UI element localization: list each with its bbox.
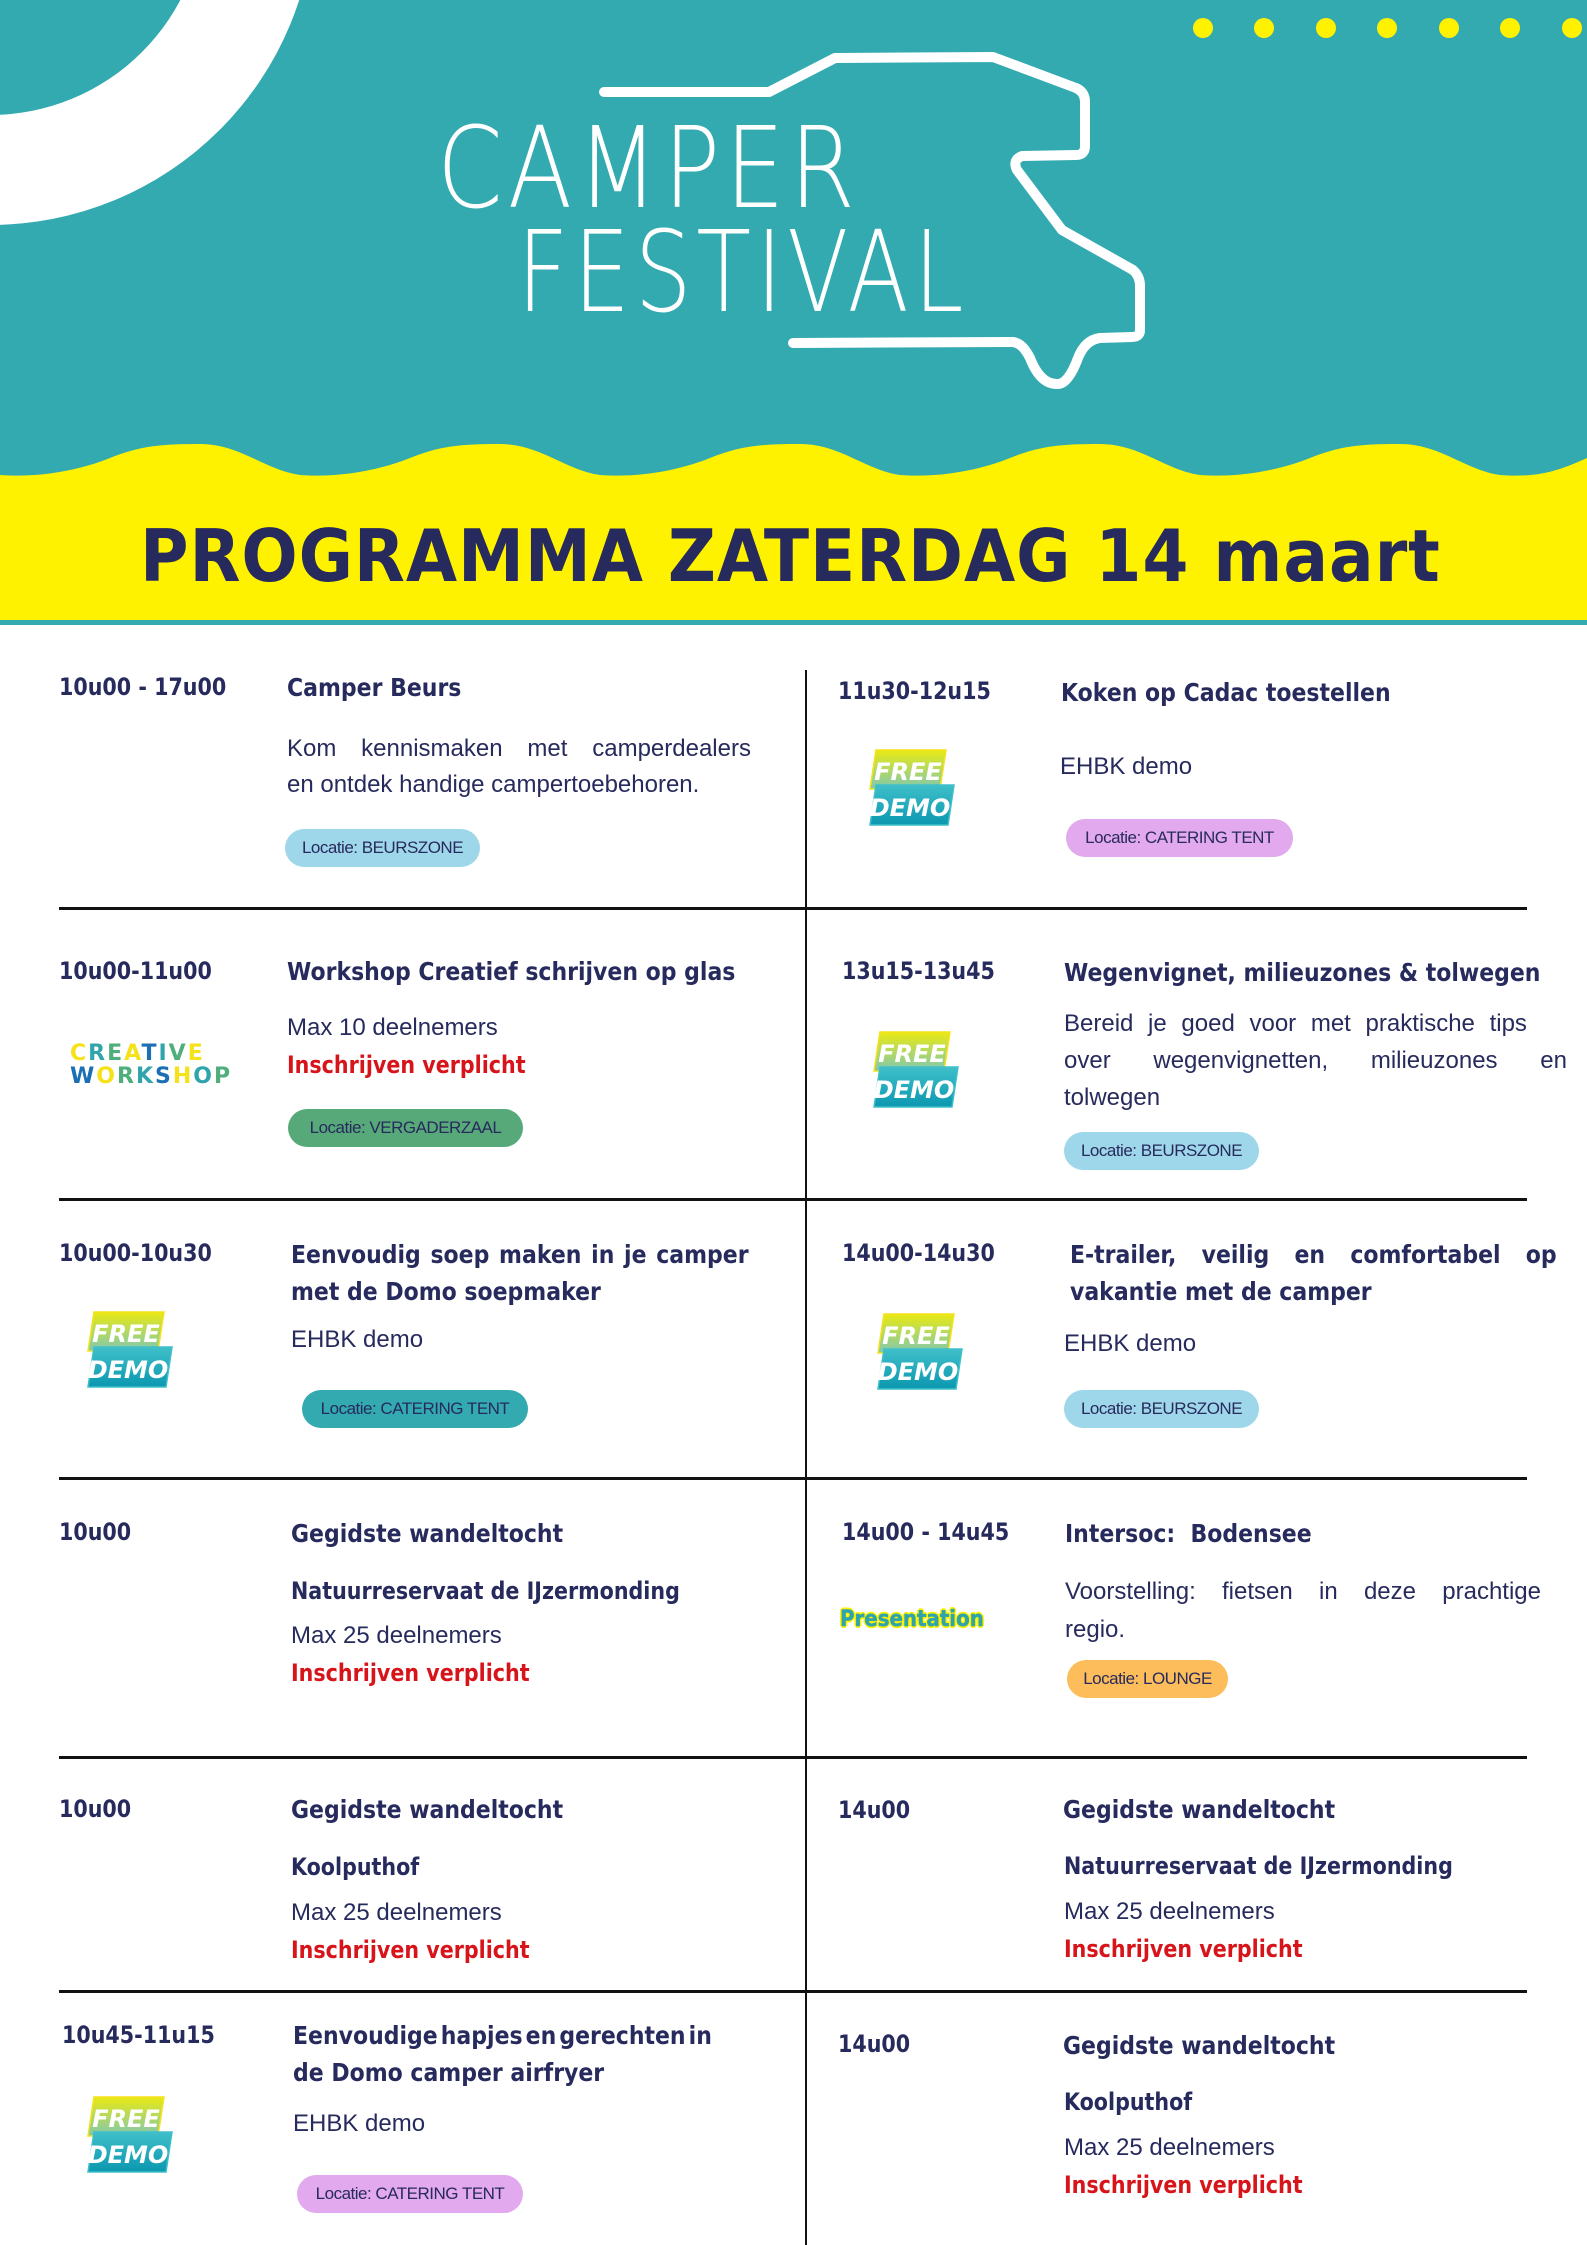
event-time: 11u30-12u15 — [838, 677, 991, 705]
location-pill: Locatie: VERGADERZAAL — [288, 1109, 523, 1147]
svg-text:DEMO: DEMO — [87, 2141, 169, 2169]
event-description-line: over wegenvignetten, milieuzones en — [1064, 1047, 1567, 1074]
event-time: 13u15-13u45 — [842, 957, 995, 985]
event-time: 10u45-11u15 — [62, 2021, 215, 2049]
svg-text:FREE: FREE — [92, 1320, 160, 1348]
event-capacity: Max 25 deelnemers — [1064, 1898, 1275, 1925]
event-title-line — [293, 2023, 712, 2048]
location-pill: Locatie: CATERING TENT — [297, 2175, 523, 2213]
event-time: 14u00-14u30 — [842, 1239, 995, 1267]
event-subtitle: Natuurreservaat de IJzermonding — [291, 1577, 680, 1605]
registration-required: Inschrijven verplicht — [291, 1659, 530, 1687]
word: kennismaken — [361, 735, 503, 762]
event-title: Koken op Cadac toestellen — [1061, 678, 1391, 707]
row-divider — [806, 907, 1527, 910]
svg-text:FREE: FREE — [874, 758, 942, 786]
event-capacity: Max 25 deelnemers — [291, 1622, 502, 1649]
event-title: Gegidste wandeltocht — [291, 1795, 564, 1824]
row-divider — [59, 1477, 806, 1480]
logo-text-camper: CAMPER — [437, 104, 861, 234]
event-description-line — [1065, 1580, 1541, 1604]
event-capacity: Max 25 deelnemers — [291, 1899, 502, 1926]
word: soep — [430, 1240, 490, 1269]
event-title-line: vakantie met de camper — [1070, 1277, 1372, 1306]
event-description-line — [287, 737, 751, 761]
event-description-line: tolwegen — [1064, 1084, 1161, 1111]
free-demo-badge-icon — [872, 1313, 964, 1391]
row-divider — [59, 1990, 806, 1993]
row-divider — [806, 1990, 1527, 1993]
word: in — [591, 1240, 615, 1269]
word: in — [688, 2021, 712, 2050]
registration-required: Inschrijven verplicht — [291, 1936, 530, 1964]
event-description: EHBK demo — [1060, 753, 1193, 780]
free-demo-badge-icon — [864, 749, 956, 827]
event-title: Wegenvignet, milieuzones & tolwegen — [1064, 958, 1541, 987]
svg-text:DEMO: DEMO — [869, 794, 951, 822]
location-pill: Locatie: BEURSZONE — [1064, 1390, 1259, 1428]
event-description-line: en ontdek handige campertoebehoren. — [287, 771, 700, 798]
location-pill: Locatie: LOUNGE — [1067, 1660, 1228, 1698]
svg-text:DEMO: DEMO — [873, 1076, 955, 1104]
row-divider — [59, 1756, 806, 1759]
word: je — [624, 1240, 647, 1269]
word: goed — [1181, 1010, 1235, 1037]
event-time: 14u00 - 14u45 — [842, 1518, 1010, 1546]
row-divider — [806, 1756, 1527, 1759]
event-title: Gegidste wandeltocht — [291, 1519, 564, 1548]
word: Eenvoudig — [291, 1240, 421, 1269]
page-title: PROGRAMMA ZATERDAG 14 maart — [140, 514, 1441, 598]
word: Voorstelling: — [1065, 1578, 1196, 1605]
location-pill: Locatie: BEURSZONE — [1064, 1132, 1259, 1170]
word: praktische — [1365, 1010, 1475, 1037]
word: voor — [1249, 1010, 1297, 1037]
svg-text:DEMO: DEMO — [877, 1358, 959, 1386]
event-title-line: E-trailer, veilig en comfortabel op — [1070, 1240, 1557, 1269]
registration-required: Inschrijven verplicht — [1064, 2171, 1303, 2199]
word: met — [527, 735, 568, 762]
row-divider — [806, 1198, 1527, 1201]
event-title: Workshop Creatief schrijven op glas — [287, 957, 736, 986]
word: camperdealers — [592, 735, 751, 762]
location-pill: Locatie: CATERING TENT — [1066, 819, 1293, 857]
presentation-badge-icon: Presentation — [840, 1607, 984, 1632]
event-subtitle: Natuurreservaat de IJzermonding — [1064, 1852, 1453, 1880]
event-description-line — [1064, 1012, 1527, 1036]
registration-required: Inschrijven verplicht — [1064, 1935, 1303, 1963]
event-time: 10u00-11u00 — [59, 957, 212, 985]
location-pill: Locatie: BEURSZONE — [285, 829, 480, 867]
event-description: EHBK demo — [1064, 1330, 1197, 1357]
word: Kom — [287, 735, 337, 762]
free-demo-badge-icon — [82, 2096, 174, 2174]
location-pill: Locatie: CATERING TENT — [302, 1390, 528, 1428]
event-time: 10u00 — [59, 1795, 132, 1823]
event-time: 14u00 — [838, 2030, 911, 2058]
event-time: 10u00 — [59, 1518, 132, 1546]
event-title: Camper Beurs — [287, 673, 462, 702]
event-description: EHBK demo — [293, 2110, 426, 2137]
free-demo-badge-icon — [868, 1031, 960, 1109]
word: fietsen — [1222, 1578, 1293, 1605]
event-time: 14u00 — [838, 1796, 911, 1824]
registration-required: Inschrijven verplicht — [287, 1051, 526, 1079]
event-subtitle: Koolputhof — [1064, 2088, 1193, 2116]
word: camper — [656, 1240, 749, 1269]
svg-text:FREE: FREE — [882, 1322, 950, 1350]
word: tips — [1489, 1010, 1527, 1037]
word: hapjes — [440, 2021, 523, 2050]
logo-text-festival: FESTIVAL — [517, 208, 969, 338]
row-divider — [806, 1477, 1527, 1480]
event-title-line: de Domo camper airfryer — [293, 2058, 605, 2087]
event-title-line: met de Domo soepmaker — [291, 1277, 601, 1306]
word: in — [1319, 1578, 1338, 1605]
row-divider — [59, 907, 806, 910]
word: Eenvoudige — [293, 2021, 438, 2050]
word: je — [1148, 1010, 1167, 1037]
event-subtitle: Koolputhof — [291, 1853, 420, 1881]
event-title: Gegidste wandeltocht — [1063, 1795, 1336, 1824]
word: deze — [1363, 1578, 1416, 1605]
free-demo-badge-icon — [82, 1311, 174, 1389]
word: gerechten — [559, 2021, 686, 2050]
word: Bereid — [1064, 1010, 1134, 1037]
creative-workshop-badge-icon: CREATIVE WORKSHOP — [70, 1041, 233, 1089]
event-time: 10u00-10u30 — [59, 1239, 212, 1267]
event-capacity: Max 10 deelnemers — [287, 1014, 498, 1041]
event-title: Intersoc: Bodensee — [1065, 1519, 1312, 1548]
word: maken — [499, 1240, 582, 1269]
event-time: 10u00 - 17u00 — [59, 673, 227, 701]
svg-text:DEMO: DEMO — [87, 1356, 169, 1384]
event-title: Gegidste wandeltocht — [1063, 2031, 1336, 2060]
event-capacity: Max 25 deelnemers — [1064, 2134, 1275, 2161]
svg-text:FREE: FREE — [878, 1040, 946, 1068]
event-title-line — [291, 1242, 749, 1267]
word: en — [525, 2021, 557, 2050]
word: prachtige — [1442, 1578, 1541, 1605]
event-description: EHBK demo — [291, 1326, 424, 1353]
word: met — [1310, 1010, 1351, 1037]
hero-banner — [0, 0, 1587, 625]
svg-text:FREE: FREE — [92, 2105, 160, 2133]
event-description-line: regio. — [1065, 1616, 1126, 1643]
row-divider — [59, 1198, 806, 1201]
